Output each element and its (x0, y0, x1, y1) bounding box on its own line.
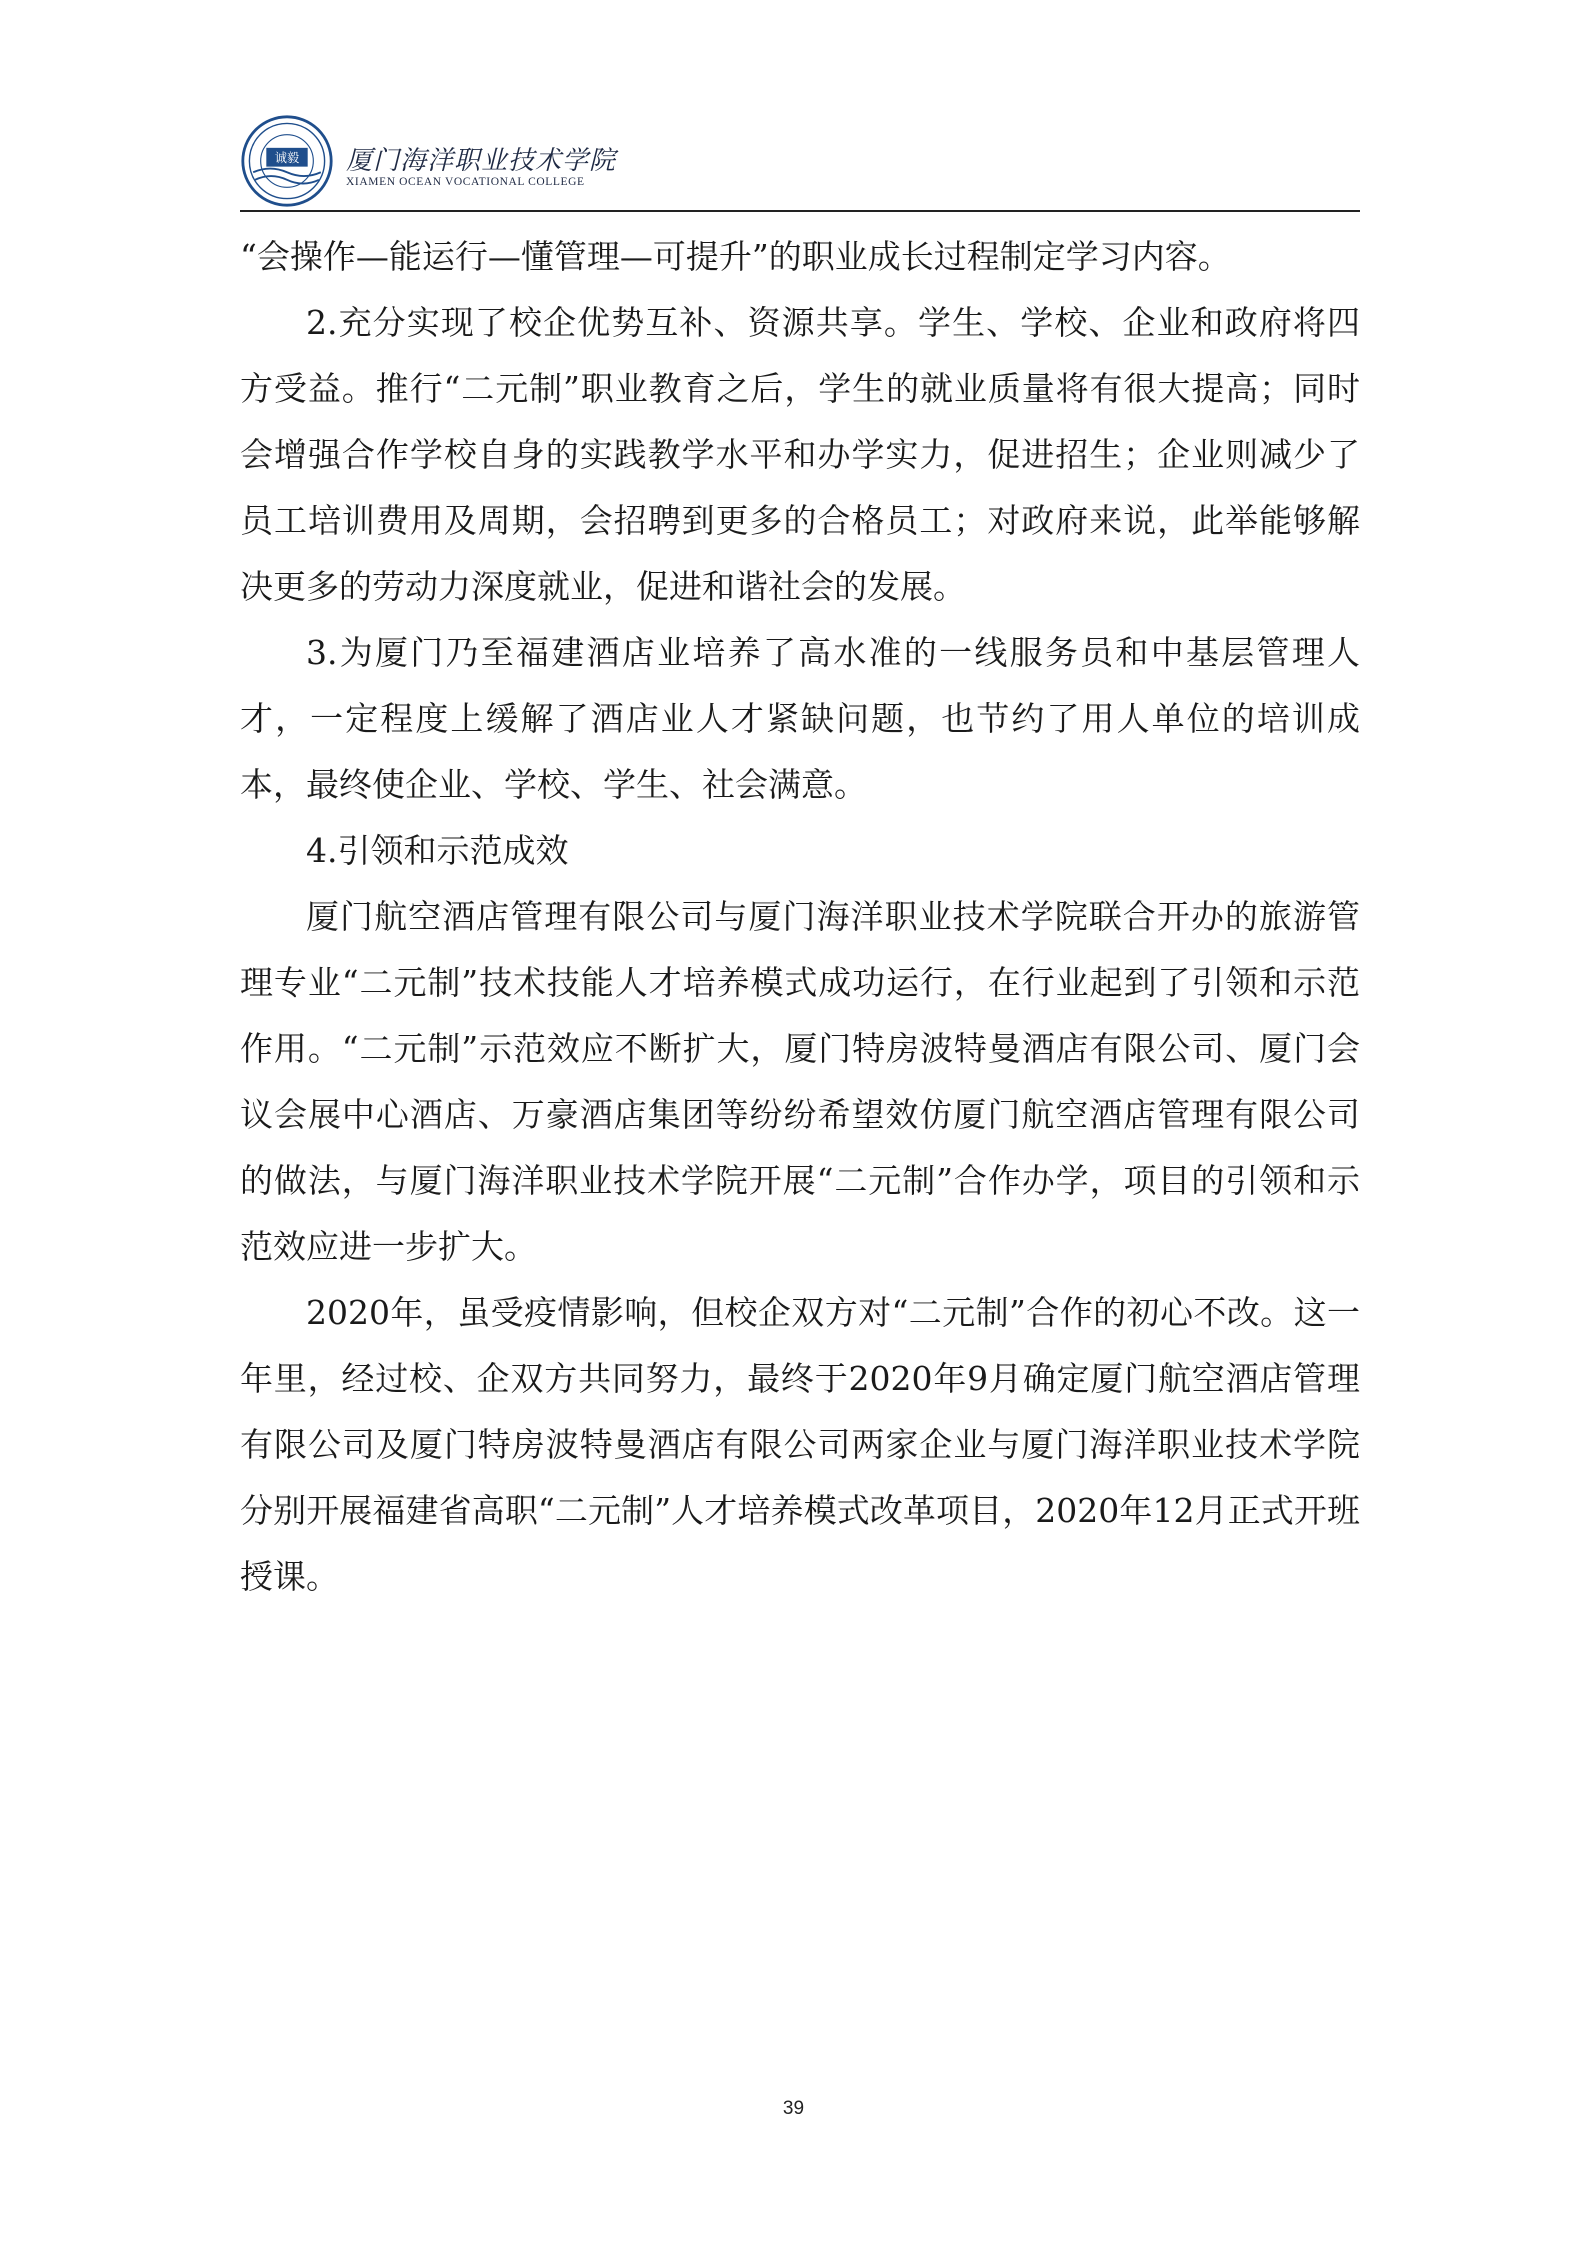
school-name-english: XIAMEN OCEAN VOCATIONAL COLLEGE (346, 176, 585, 188)
paragraph-point-3: 3.为厦门乃至福建酒店业培养了高水准的一线服务员和中基层管理人才，一定程度上缓解了酒店业人才紧缺问题，也节约了用人单位的培训成本，最终使企业、学校、学生、社会满意。 (240, 633, 1360, 804)
section-heading-point-4: 4.引领和示范成效 (306, 831, 569, 870)
logo-text: 诚毅 (274, 150, 300, 165)
paragraph-continuation: “会操作—能运行—懂管理—可提升”的职业成长过程制定学习内容。 (240, 237, 1231, 276)
paragraph-point-2: 2.充分实现了校企优势互补、资源共享。学生、学校、企业和政府将四方受益。推行“二元制”职业教育之后，学生的就业质量将有很大提高；同时会增强合作学校自身的实践教学水平和办学实力，促进招生；企业则减少了员工培训费用及周期，会招聘到更多的合格员工；对政府来说，此举能够解决更多的劳动力深度就业，促进和谐社会的发展。 (240, 303, 1360, 606)
paragraph-2020: 2020年，虽受疫情影响，但校企双方对“二元制”合作的初心不改。这一年里，经过校、企双方共同努力，最终于2020年9月确定厦门航空酒店管理有限公司及厦门特房波特曼酒店有限公司两家企业与厦门海洋职业技术学院分别开展福建省高职“二元制”人才培养模式改革项目，2020年12月正式开班授课。 (240, 1293, 1360, 1596)
page-header (240, 100, 1360, 210)
school-logo-icon (240, 114, 334, 208)
document-body (240, 224, 1360, 1610)
school-name: 厦门海洋职业技术学院 (346, 146, 617, 176)
page-number: 39 (782, 2098, 805, 2119)
header-divider (240, 210, 1360, 212)
paragraph-demonstration-effect: 厦门航空酒店管理有限公司与厦门海洋职业技术学院联合开办的旅游管理专业“二元制”技术技能人才培养模式成功运行，在行业起到了引领和示范作用。“二元制”示范效应不断扩大，厦门特房波特曼酒店有限公司、厦门会议会展中心酒店、万豪酒店集团等纷纷希望效仿厦门航空酒店管理有限公司的做法，与厦门海洋职业技术学院开展“二元制”合作办学，项目的引领和示范效应进一步扩大。 (240, 897, 1360, 1266)
